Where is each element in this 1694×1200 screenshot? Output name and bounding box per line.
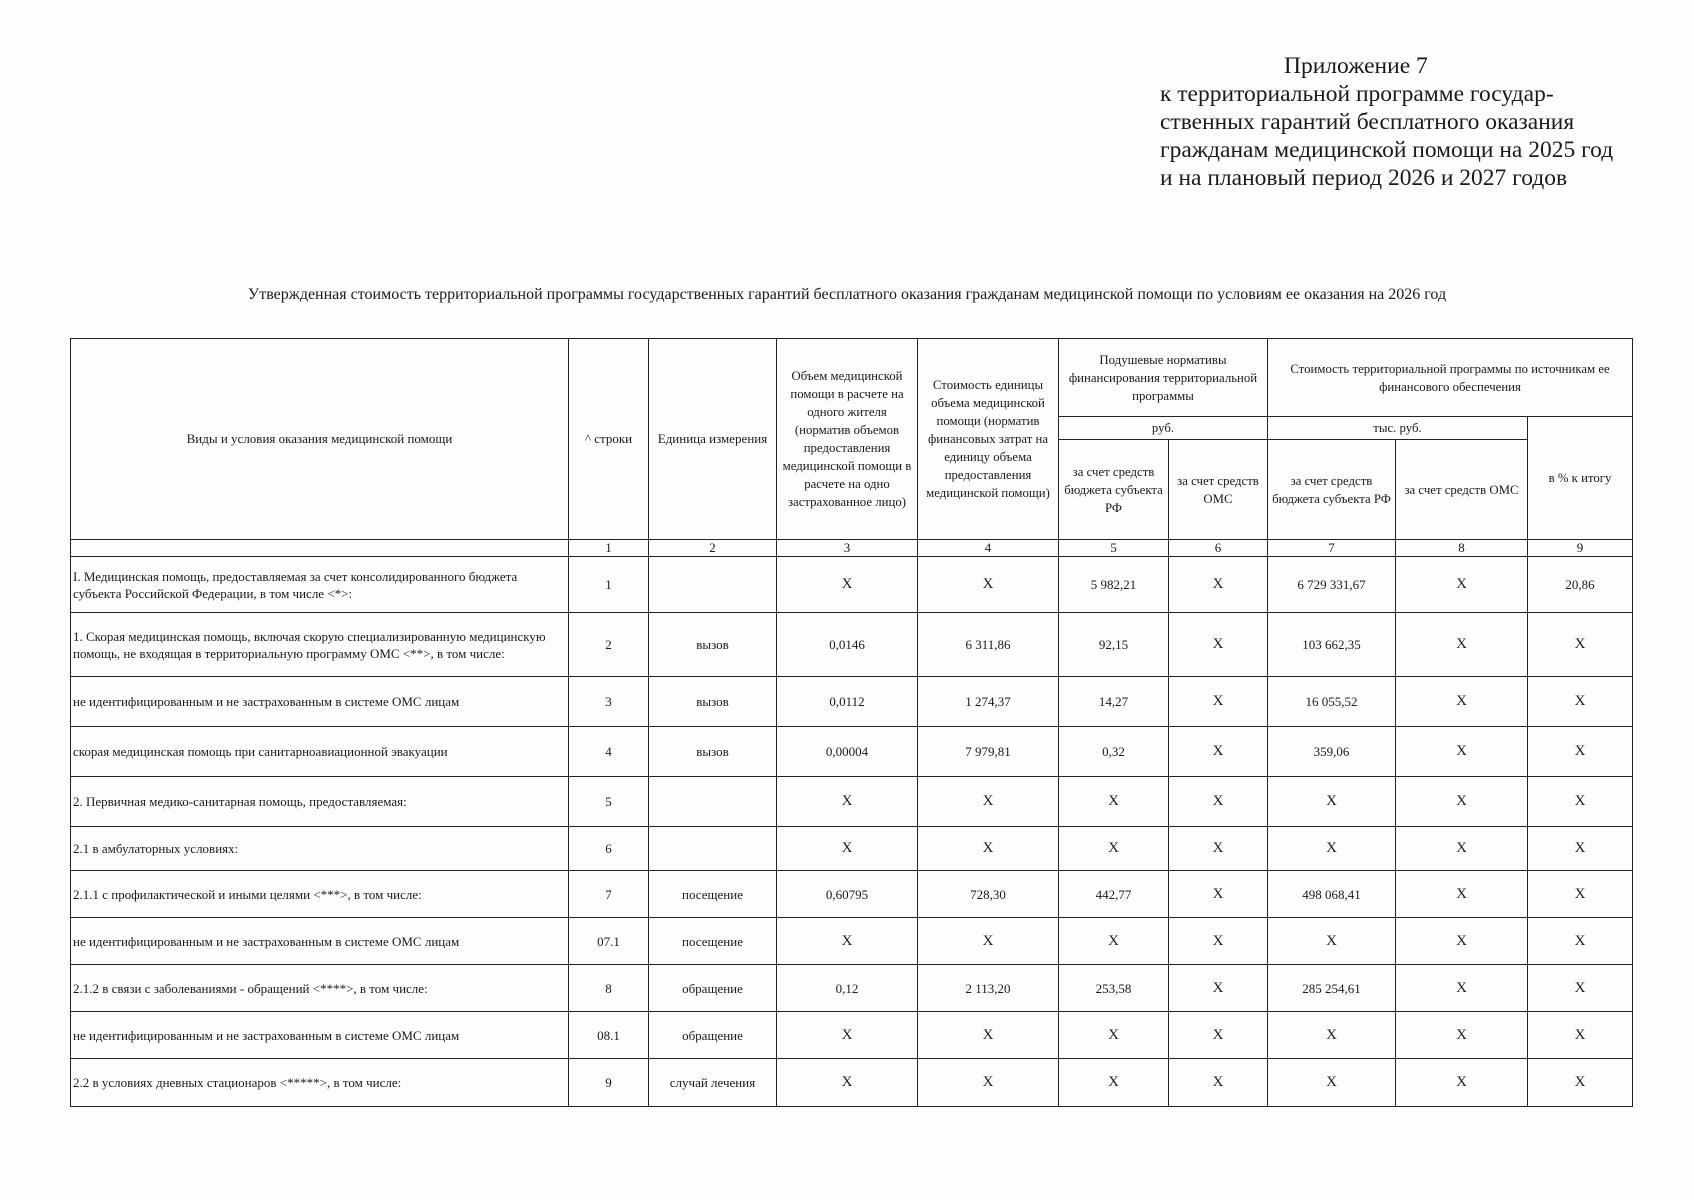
row-number: 4 xyxy=(569,727,649,777)
row-percent: X xyxy=(1528,827,1633,871)
row-percent: X xyxy=(1528,727,1633,777)
row-total-budget: 285 254,61 xyxy=(1268,965,1396,1012)
row-name: 2. Первичная медико-санитарная помощь, предоставляемая: xyxy=(71,777,569,827)
row-per-capita-budget: X xyxy=(1059,1012,1169,1059)
row-number: 3 xyxy=(569,677,649,727)
row-total-oms: X xyxy=(1396,871,1528,918)
row-unit-cost: 1 274,37 xyxy=(918,677,1059,727)
row-name: скорая медицинская помощь при санитарноавиационной эвакуации xyxy=(71,727,569,777)
row-unit xyxy=(649,777,777,827)
appendix-line: и на плановый период 2026 и 2027 годов xyxy=(1160,165,1568,191)
row-unit-cost: 2 113,20 xyxy=(918,965,1059,1012)
row-per-capita-oms: X xyxy=(1169,557,1268,613)
row-total-budget: X xyxy=(1268,1059,1396,1107)
header-rub: руб. xyxy=(1059,417,1268,440)
column-number: 5 xyxy=(1059,540,1169,557)
row-total-oms: X xyxy=(1396,827,1528,871)
row-number: 8 xyxy=(569,965,649,1012)
row-unit-cost: X xyxy=(918,777,1059,827)
header-budget-rf: за счет средств бюджета субъекта РФ xyxy=(1059,440,1169,540)
row-volume: X xyxy=(777,918,918,965)
table-row xyxy=(71,1012,1633,1059)
table-row xyxy=(71,1059,1633,1107)
appendix-block xyxy=(1160,52,1660,192)
row-volume: 0,0146 xyxy=(777,613,918,677)
row-percent: X xyxy=(1528,918,1633,965)
row-total-budget: X xyxy=(1268,827,1396,871)
cost-table xyxy=(70,338,1633,1107)
table-row xyxy=(71,613,1633,677)
row-total-budget: 359,06 xyxy=(1268,727,1396,777)
row-unit-cost: X xyxy=(918,827,1059,871)
row-total-budget: 103 662,35 xyxy=(1268,613,1396,677)
row-number: 07.1 xyxy=(569,918,649,965)
table-row xyxy=(71,727,1633,777)
row-number: 6 xyxy=(569,827,649,871)
row-volume: X xyxy=(777,557,918,613)
row-percent: X xyxy=(1528,777,1633,827)
table-row xyxy=(71,777,1633,827)
row-percent: X xyxy=(1528,871,1633,918)
column-number: 6 xyxy=(1169,540,1268,557)
column-number: 7 xyxy=(1268,540,1396,557)
row-unit-cost: X xyxy=(918,918,1059,965)
row-per-capita-oms: X xyxy=(1169,613,1268,677)
table-row xyxy=(71,827,1633,871)
row-unit xyxy=(649,557,777,613)
row-per-capita-oms: X xyxy=(1169,871,1268,918)
row-unit-cost: 728,30 xyxy=(918,871,1059,918)
row-volume: 0,00004 xyxy=(777,727,918,777)
row-total-budget: 16 055,52 xyxy=(1268,677,1396,727)
header-row-no: ^ строки xyxy=(569,339,649,540)
row-per-capita-budget: X xyxy=(1059,918,1169,965)
table-row xyxy=(71,918,1633,965)
header-volume: Объем медицинской помощи в расчете на одного жителя (норматив объемов предоставления медицинской помощи в расчете на одно застрахованное лицо) xyxy=(777,339,918,540)
header-oms: за счет средств ОМС xyxy=(1169,440,1268,540)
row-per-capita-oms: X xyxy=(1169,677,1268,727)
row-unit: обращение xyxy=(649,1012,777,1059)
row-volume: X xyxy=(777,1012,918,1059)
row-per-capita-oms: X xyxy=(1169,918,1268,965)
row-number: 5 xyxy=(569,777,649,827)
row-per-capita-budget: 92,15 xyxy=(1059,613,1169,677)
column-number xyxy=(71,540,569,557)
row-total-oms: X xyxy=(1396,918,1528,965)
table-row xyxy=(71,965,1633,1012)
row-volume: 0,60795 xyxy=(777,871,918,918)
row-name: 2.1.2 в связи с заболеваниями - обращений <****>, в том числе: xyxy=(71,965,569,1012)
row-name: 2.1.1 с профилактической и иными целями <***>, в том числе: xyxy=(71,871,569,918)
row-total-budget: 6 729 331,67 xyxy=(1268,557,1396,613)
row-unit: посещение xyxy=(649,918,777,965)
row-total-budget: 498 068,41 xyxy=(1268,871,1396,918)
row-unit-cost: X xyxy=(918,1059,1059,1107)
column-number: 1 xyxy=(569,540,649,557)
row-unit-cost: X xyxy=(918,1012,1059,1059)
row-unit: вызов xyxy=(649,727,777,777)
appendix-line: к территориальной программе государ- xyxy=(1160,81,1554,107)
row-per-capita-oms: X xyxy=(1169,965,1268,1012)
row-total-oms: X xyxy=(1396,1059,1528,1107)
header-types: Виды и условия оказания медицинской помощи xyxy=(71,339,569,540)
column-number: 8 xyxy=(1396,540,1528,557)
header-unit-cost: Стоимость единицы объема медицинской помощи (норматив финансовых затрат на единицу объема предоставления медицинской помощи) xyxy=(918,339,1059,540)
row-number: 9 xyxy=(569,1059,649,1107)
header-program-cost: Стоимость территориальной программы по источникам ее финансового обеспечения xyxy=(1268,339,1633,417)
header-per-capita: Подушевые нормативы финансирования территориальной программы xyxy=(1059,339,1268,417)
column-number: 9 xyxy=(1528,540,1633,557)
row-total-oms: X xyxy=(1396,777,1528,827)
row-per-capita-oms: X xyxy=(1169,827,1268,871)
row-name: не идентифицированным и не застрахованным в системе ОМС лицам xyxy=(71,1012,569,1059)
document-title: Утвержденная стоимость территориальной программы государственных гарантий бесплатного оказания гражданам медицинской помощи по условиям ее оказания на 2026 год xyxy=(247,286,1447,303)
row-total-oms: X xyxy=(1396,557,1528,613)
row-unit xyxy=(649,827,777,871)
row-total-oms: X xyxy=(1396,727,1528,777)
row-unit-cost: X xyxy=(918,557,1059,613)
row-percent: X xyxy=(1528,677,1633,727)
row-per-capita-oms: X xyxy=(1169,1012,1268,1059)
row-volume: 0,0112 xyxy=(777,677,918,727)
row-total-budget: X xyxy=(1268,918,1396,965)
row-volume: X xyxy=(777,777,918,827)
row-volume: X xyxy=(777,1059,918,1107)
row-name: не идентифицированным и не застрахованным в системе ОМС лицам xyxy=(71,677,569,727)
row-total-oms: X xyxy=(1396,613,1528,677)
appendix-line: ственных гарантий бесплатного оказания xyxy=(1160,109,1575,135)
row-name: 2.2 в условиях дневных стационаров <*****>, в том числе: xyxy=(71,1059,569,1107)
row-percent: X xyxy=(1528,613,1633,677)
header-budget-rf-2: за счет средств бюджета субъекта РФ xyxy=(1268,440,1396,540)
row-per-capita-oms: X xyxy=(1169,777,1268,827)
row-name: 1. Скорая медицинская помощь, включая скорую специализированную медицинскую помощь, не входящая в территориальную программу ОМС <**>, в том числе: xyxy=(71,613,569,677)
row-volume: X xyxy=(777,827,918,871)
appendix-title: Приложение 7 xyxy=(1284,53,1428,79)
row-name: 2.1 в амбулаторных условиях: xyxy=(71,827,569,871)
row-per-capita-budget: X xyxy=(1059,827,1169,871)
row-unit: вызов xyxy=(649,677,777,727)
header-thousand-rub: тыс. руб. xyxy=(1268,417,1528,440)
header-unit: Единица измерения xyxy=(649,339,777,540)
row-volume: 0,12 xyxy=(777,965,918,1012)
column-number: 2 xyxy=(649,540,777,557)
row-percent: X xyxy=(1528,965,1633,1012)
row-per-capita-budget: X xyxy=(1059,777,1169,827)
column-number: 3 xyxy=(777,540,918,557)
table-row xyxy=(71,557,1633,613)
row-number: 7 xyxy=(569,871,649,918)
row-per-capita-oms: X xyxy=(1169,1059,1268,1107)
row-unit: посещение xyxy=(649,871,777,918)
row-total-oms: X xyxy=(1396,965,1528,1012)
header-percent: в % к итогу xyxy=(1528,417,1633,540)
appendix-line: гражданам медицинской помощи на 2025 год xyxy=(1160,137,1614,163)
row-total-budget: X xyxy=(1268,1012,1396,1059)
row-number: 2 xyxy=(569,613,649,677)
header-row xyxy=(71,339,1633,417)
row-name: I. Медицинская помощь, предоставляемая за счет консолидированного бюджета субъекта Российской Федерации, в том числе <*>: xyxy=(71,557,569,613)
row-percent: X xyxy=(1528,1012,1633,1059)
table-row xyxy=(71,677,1633,727)
row-percent: 20,86 xyxy=(1528,557,1633,613)
row-percent: X xyxy=(1528,1059,1633,1107)
row-total-oms: X xyxy=(1396,677,1528,727)
row-total-budget: X xyxy=(1268,777,1396,827)
row-unit: случай лечения xyxy=(649,1059,777,1107)
row-per-capita-budget: 253,58 xyxy=(1059,965,1169,1012)
row-per-capita-oms: X xyxy=(1169,727,1268,777)
row-per-capita-budget: X xyxy=(1059,1059,1169,1107)
row-per-capita-budget: 442,77 xyxy=(1059,871,1169,918)
row-unit-cost: 7 979,81 xyxy=(918,727,1059,777)
row-per-capita-budget: 0,32 xyxy=(1059,727,1169,777)
header-oms-2: за счет средств ОМС xyxy=(1396,440,1528,540)
table-row xyxy=(71,871,1633,918)
row-unit: обращение xyxy=(649,965,777,1012)
column-number-row xyxy=(71,540,1633,557)
row-total-oms: X xyxy=(1396,1012,1528,1059)
row-name: не идентифицированным и не застрахованным в системе ОМС лицам xyxy=(71,918,569,965)
row-per-capita-budget: 5 982,21 xyxy=(1059,557,1169,613)
row-number: 1 xyxy=(569,557,649,613)
column-number: 4 xyxy=(918,540,1059,557)
row-number: 08.1 xyxy=(569,1012,649,1059)
row-per-capita-budget: 14,27 xyxy=(1059,677,1169,727)
row-unit: вызов xyxy=(649,613,777,677)
row-unit-cost: 6 311,86 xyxy=(918,613,1059,677)
